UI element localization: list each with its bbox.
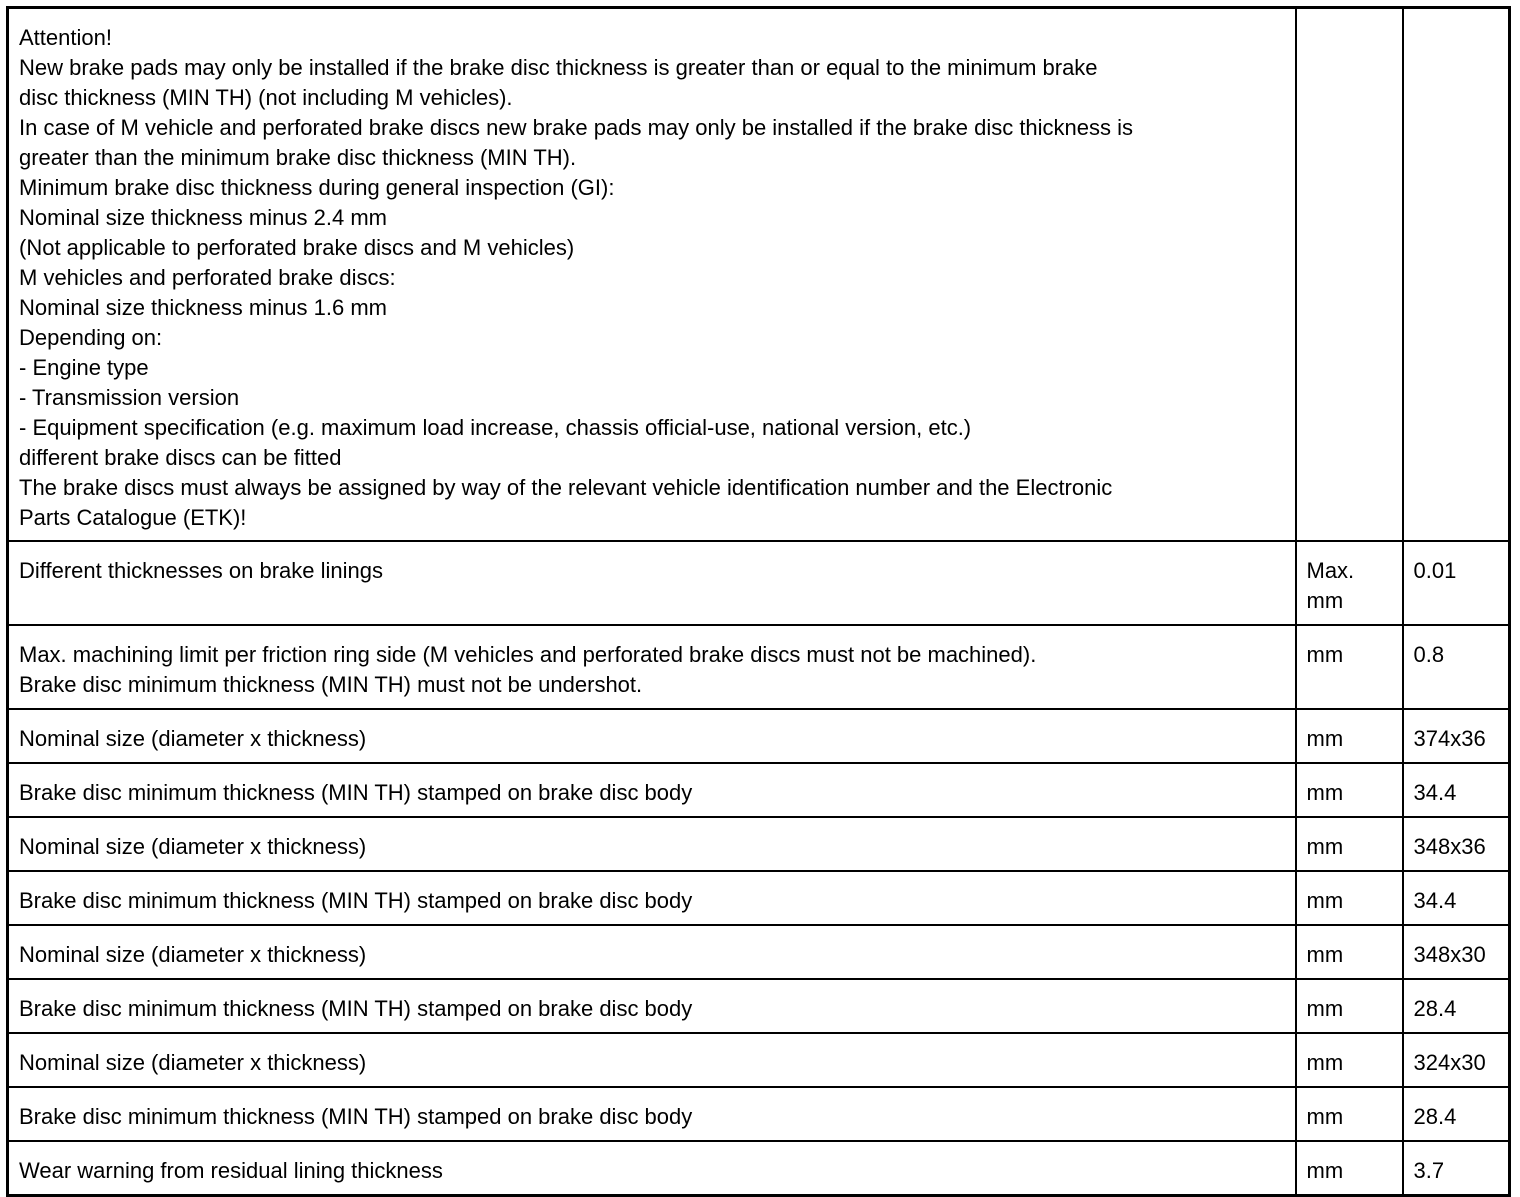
value-cell: 0.8 bbox=[1403, 625, 1510, 709]
description-line: Brake disc minimum thickness (MIN TH) must not be undershot. bbox=[19, 671, 643, 697]
unit-cell bbox=[1296, 541, 1403, 625]
unit-cell: mm bbox=[1296, 979, 1403, 1033]
notice-line: - Equipment specification (e.g. maximum load increase, chassis official-use, national version, etc.) bbox=[19, 415, 972, 440]
description-cell bbox=[8, 625, 1296, 709]
table-row bbox=[8, 979, 1510, 1033]
unit-line: Max. bbox=[1306, 557, 1355, 583]
value-cell: 34.4 bbox=[1403, 871, 1510, 925]
notice-line: In case of M vehicle and perforated brake discs new brake pads may only be installed if the brake disc thickness is bbox=[19, 115, 1134, 140]
value-cell: 348x30 bbox=[1403, 925, 1510, 979]
table-row bbox=[8, 1087, 1510, 1141]
value-cell: 3.7 bbox=[1403, 1141, 1510, 1196]
notice-line: Nominal size thickness minus 1.6 mm bbox=[19, 295, 388, 320]
unit-line: mm bbox=[1306, 587, 1344, 613]
table-row bbox=[8, 871, 1510, 925]
notice-line: greater than the minimum brake disc thickness (MIN TH). bbox=[19, 145, 577, 170]
value-cell: 0.01 bbox=[1403, 541, 1510, 625]
table-row bbox=[8, 817, 1510, 871]
value-cell: 34.4 bbox=[1403, 763, 1510, 817]
table-row bbox=[8, 763, 1510, 817]
description-cell: Nominal size (diameter x thickness) bbox=[8, 709, 1296, 763]
notice-line: different brake discs can be fitted bbox=[19, 445, 342, 470]
table-row bbox=[8, 1141, 1510, 1196]
notice-line: (Not applicable to perforated brake discs and M vehicles) bbox=[19, 235, 575, 260]
table-row bbox=[8, 541, 1510, 625]
unit-cell: mm bbox=[1296, 1033, 1403, 1087]
value-cell: 324x30 bbox=[1403, 1033, 1510, 1087]
notice-line: Attention! bbox=[19, 25, 112, 50]
unit-cell: mm bbox=[1296, 763, 1403, 817]
table-row-notice bbox=[8, 8, 1510, 541]
notice-line: Parts Catalogue (ETK)! bbox=[19, 505, 247, 530]
description-cell: Nominal size (diameter x thickness) bbox=[8, 817, 1296, 871]
notice-line: disc thickness (MIN TH) (not including M vehicles). bbox=[19, 85, 513, 110]
unit-cell: mm bbox=[1296, 817, 1403, 871]
unit-cell: mm bbox=[1296, 925, 1403, 979]
description-cell: Brake disc minimum thickness (MIN TH) stamped on brake disc body bbox=[8, 1087, 1296, 1141]
value-cell: 348x36 bbox=[1403, 817, 1510, 871]
brake-spec-table bbox=[6, 6, 1511, 1197]
value-cell: 28.4 bbox=[1403, 1087, 1510, 1141]
unit-cell: mm bbox=[1296, 1141, 1403, 1196]
notice-line: M vehicles and perforated brake discs: bbox=[19, 265, 396, 290]
unit-cell: mm bbox=[1296, 625, 1403, 709]
notice-line: New brake pads may only be installed if the brake disc thickness is greater than or equal to the minimum brake bbox=[19, 55, 1098, 80]
description-line: Max. machining limit per friction ring side (M vehicles and perforated brake discs must not be machined). bbox=[19, 641, 1037, 667]
description-cell: Wear warning from residual lining thickness bbox=[8, 1141, 1296, 1196]
unit-cell: mm bbox=[1296, 709, 1403, 763]
notice-line: Nominal size thickness minus 2.4 mm bbox=[19, 205, 388, 230]
description-cell: Brake disc minimum thickness (MIN TH) stamped on brake disc body bbox=[8, 979, 1296, 1033]
table-row bbox=[8, 625, 1510, 709]
notice-unit-cell bbox=[1296, 8, 1403, 541]
notice-line: The brake discs must always be assigned by way of the relevant vehicle identification number and the Electronic bbox=[19, 475, 1113, 500]
table-row bbox=[8, 1033, 1510, 1087]
description-cell: Different thicknesses on brake linings bbox=[8, 541, 1296, 625]
notice-line: Depending on: bbox=[19, 325, 163, 350]
description-cell: Brake disc minimum thickness (MIN TH) stamped on brake disc body bbox=[8, 871, 1296, 925]
table-row bbox=[8, 709, 1510, 763]
value-cell: 374x36 bbox=[1403, 709, 1510, 763]
unit-cell: mm bbox=[1296, 871, 1403, 925]
table-row bbox=[8, 925, 1510, 979]
value-cell: 28.4 bbox=[1403, 979, 1510, 1033]
notice-cell bbox=[8, 8, 1296, 541]
description-cell: Nominal size (diameter x thickness) bbox=[8, 925, 1296, 979]
notice-line: Minimum brake disc thickness during general inspection (GI): bbox=[19, 175, 615, 200]
description-cell: Brake disc minimum thickness (MIN TH) stamped on brake disc body bbox=[8, 763, 1296, 817]
notice-line: - Transmission version bbox=[19, 385, 240, 410]
unit-cell: mm bbox=[1296, 1087, 1403, 1141]
notice-value-cell bbox=[1403, 8, 1510, 541]
notice-line: - Engine type bbox=[19, 355, 149, 380]
description-cell: Nominal size (diameter x thickness) bbox=[8, 1033, 1296, 1087]
